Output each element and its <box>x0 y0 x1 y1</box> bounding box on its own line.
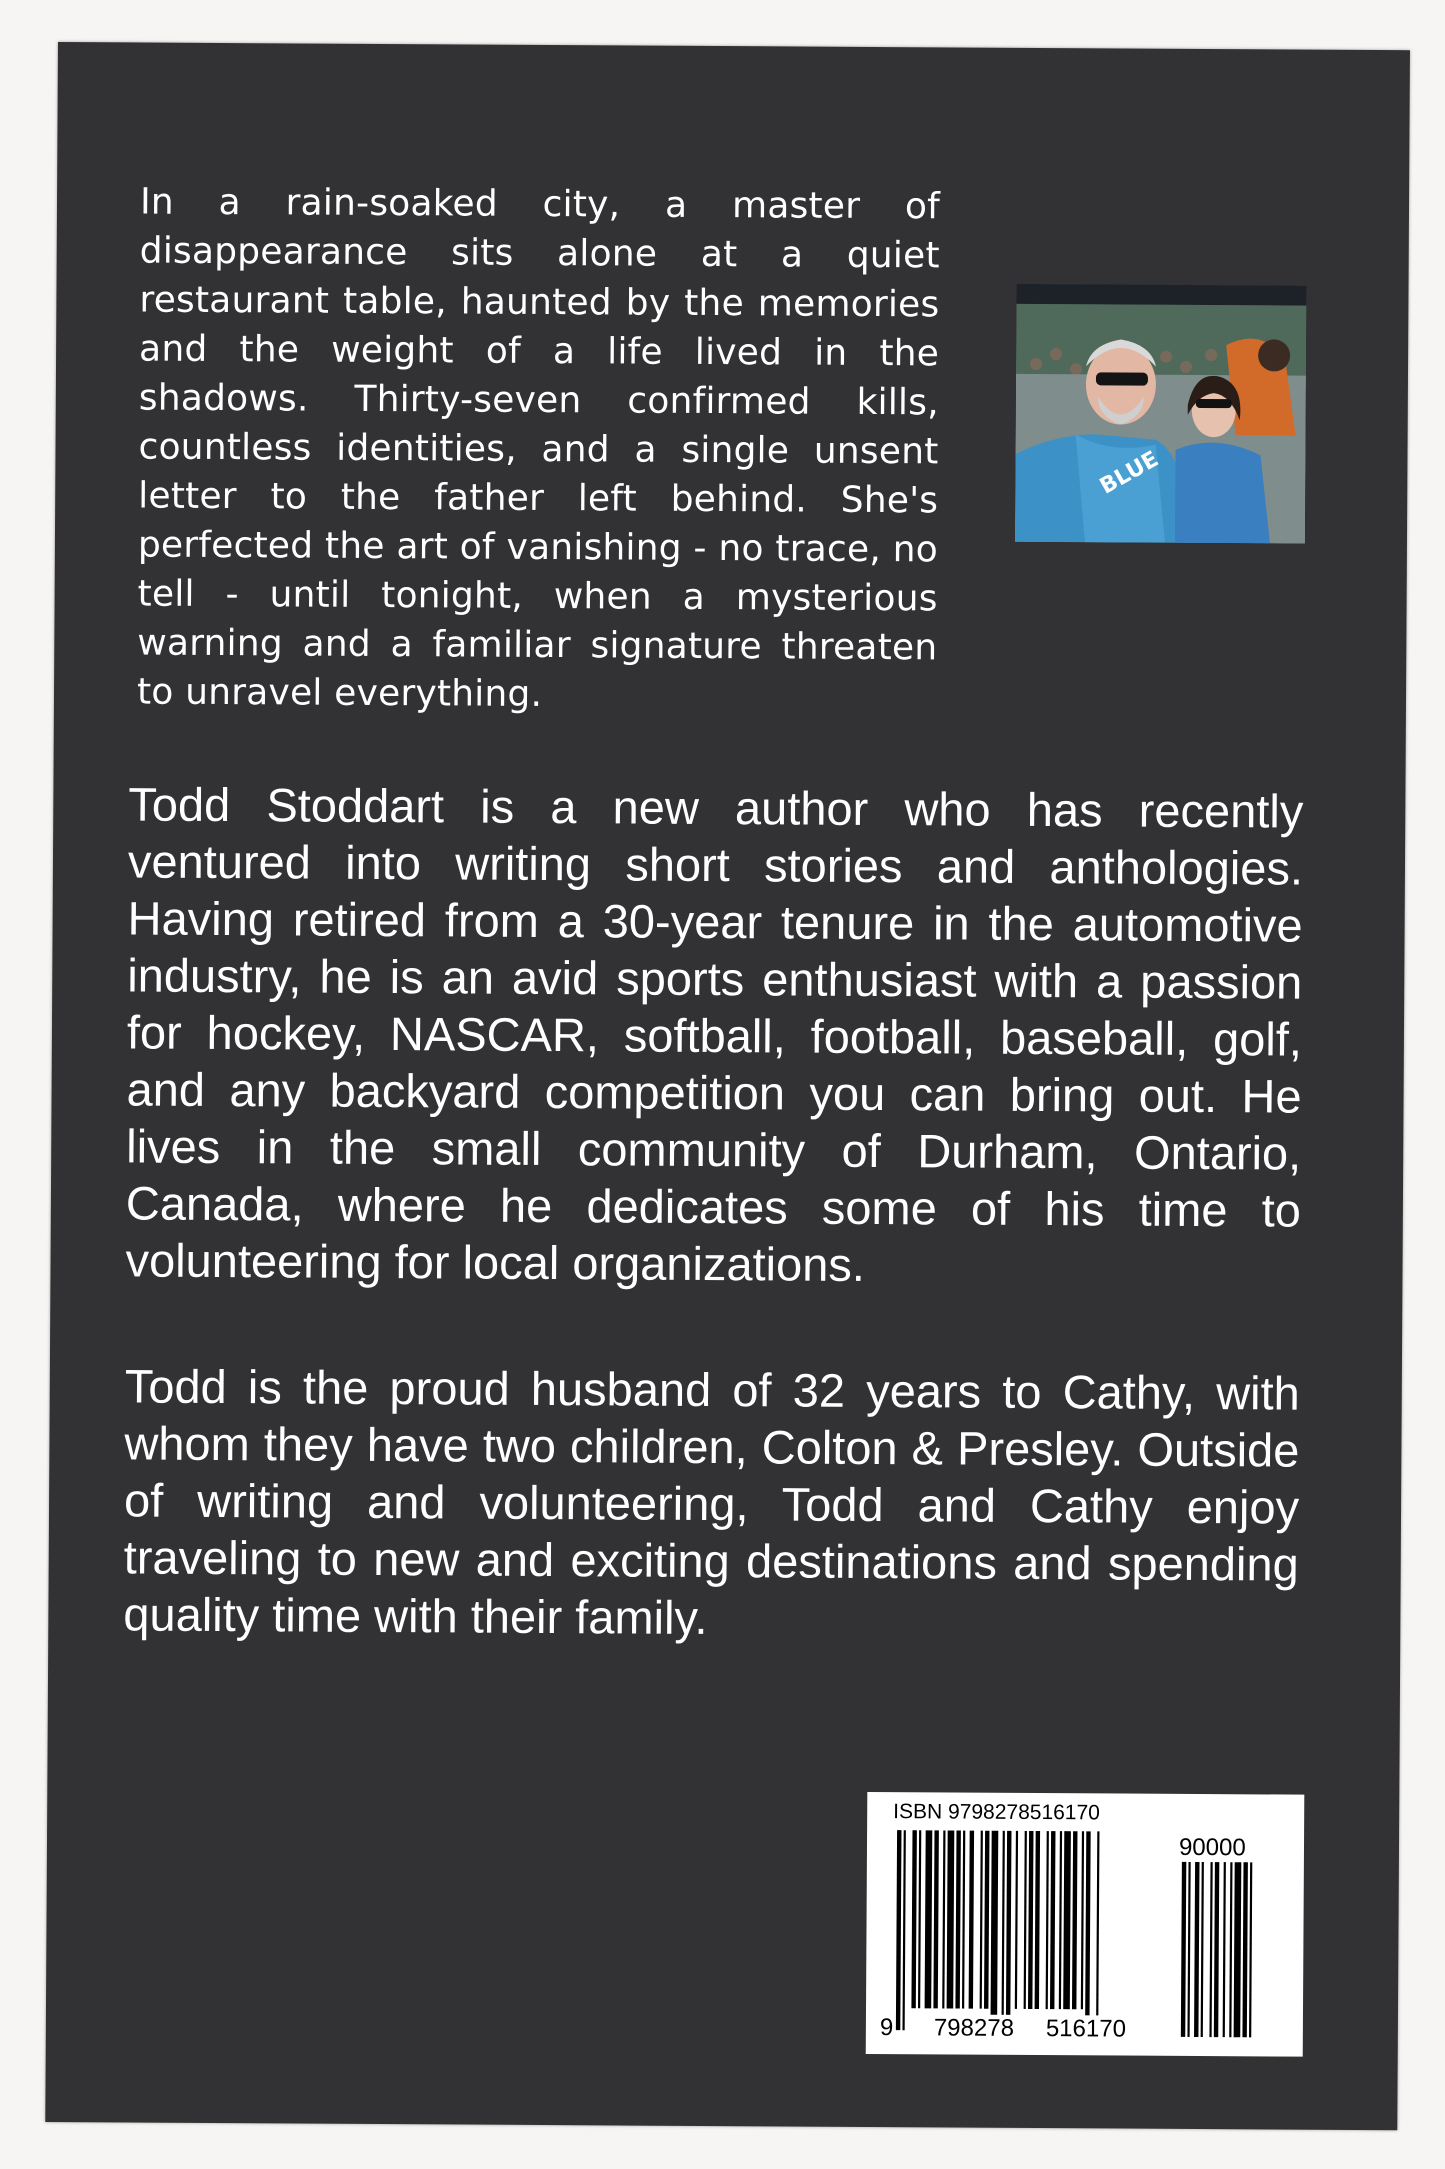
barcode-bar <box>1059 1831 1062 2009</box>
isbn-barcode <box>866 1792 1305 2057</box>
addon-bar <box>1209 1862 1212 2037</box>
addon-bar <box>1234 1862 1242 2037</box>
barcode-bar <box>911 1830 916 2008</box>
barcode-bar <box>980 1831 983 2009</box>
barcode-bar <box>925 1830 933 2008</box>
barcode-bar <box>918 1830 921 2008</box>
addon-bar <box>1194 1862 1199 2037</box>
barcode-bar <box>1035 1831 1040 2009</box>
addon-bar <box>1229 1862 1232 2037</box>
barcode-bar <box>1006 1831 1012 2031</box>
barcode-bar <box>896 1830 902 2030</box>
author-bio-paragraph-2: Todd is the proud husband of 32 years to Cathy, with whom they have two children, Colton & Presley. Outside of writing and volunteering, Todd and Cathy enjoy traveling to new and exciting destinations and spending quality time with their family. <box>123 1359 1300 1644</box>
barcode-digit-group-2: 516170 <box>1044 2015 1128 2044</box>
addon-bar <box>1223 1862 1226 2037</box>
barcode-bar <box>955 1831 960 2009</box>
barcode-bar <box>942 1830 945 2008</box>
barcode-bar <box>1046 1831 1049 2009</box>
author-photo-image <box>1015 284 1307 544</box>
book-blurb: In a rain-soaked city, a master of disappearance sits alone at a quiet restaurant table, haunted by the memories and the weight of a life lived in the shadows. Thirty-seven confirmed kills, countless identities, and a single unsent letter to the father left behind. She's perfected the art of vanishing - no trace, no tell - until tonight, when a mysterious warning and a familiar signature threaten to unravel everything. <box>136 181 941 715</box>
barcode-bar <box>962 1831 965 2009</box>
barcode-bar <box>902 1830 905 2030</box>
barcode-bar <box>1072 1831 1077 2009</box>
addon-bar <box>1249 1862 1252 2037</box>
addon-bar <box>1201 1862 1204 2037</box>
addon-bar <box>1181 1862 1186 2037</box>
barcode-bar <box>1028 1831 1033 2009</box>
author-photo <box>1015 284 1307 544</box>
barcode-bar <box>984 1831 989 2009</box>
addon-bar <box>1242 1862 1247 2037</box>
barcode-digit-group-1: 798278 <box>932 2014 1016 2043</box>
barcode-bar <box>1085 1831 1091 2031</box>
barcode-bar <box>1081 1831 1084 2009</box>
author-bio-paragraph-1: Todd Stoddart is a new author who has recently ventured into writing short stories and anthologies. Having retired from a 30-year tenure in the automotive industry, he is an avid sports enthusiast with a passion for hockey, NASCAR, softball, football, baseball, golf, and any backyard competition you can bring out. He lives in the small community of Durham, Ontario, Canada, where he dedicates some of his time to volunteering for local organizations. <box>125 777 1304 1291</box>
barcode-bar <box>1096 1831 1099 2031</box>
isbn-label: ISBN 9798278516170 <box>893 1800 1100 1825</box>
barcode-bar <box>1001 1831 1004 2031</box>
barcode-bar <box>933 1830 938 2008</box>
book-back-cover <box>45 42 1410 2130</box>
addon-bar <box>1187 1862 1190 2037</box>
addon-bar <box>1214 1862 1219 2037</box>
barcode-bar <box>1063 1831 1071 2009</box>
barcode-bar <box>1015 1831 1018 2009</box>
barcode-bar <box>1050 1831 1055 2009</box>
barcode-bar <box>990 1831 998 2031</box>
barcode-digit-lead: 9 <box>878 2014 896 2042</box>
price-code: 90000 <box>1178 1833 1246 1862</box>
barcode-bar <box>947 1830 955 2008</box>
barcode-bar <box>1024 1831 1027 2009</box>
jersey-text: BLUE <box>1095 446 1163 500</box>
barcode-bar <box>969 1831 974 2009</box>
